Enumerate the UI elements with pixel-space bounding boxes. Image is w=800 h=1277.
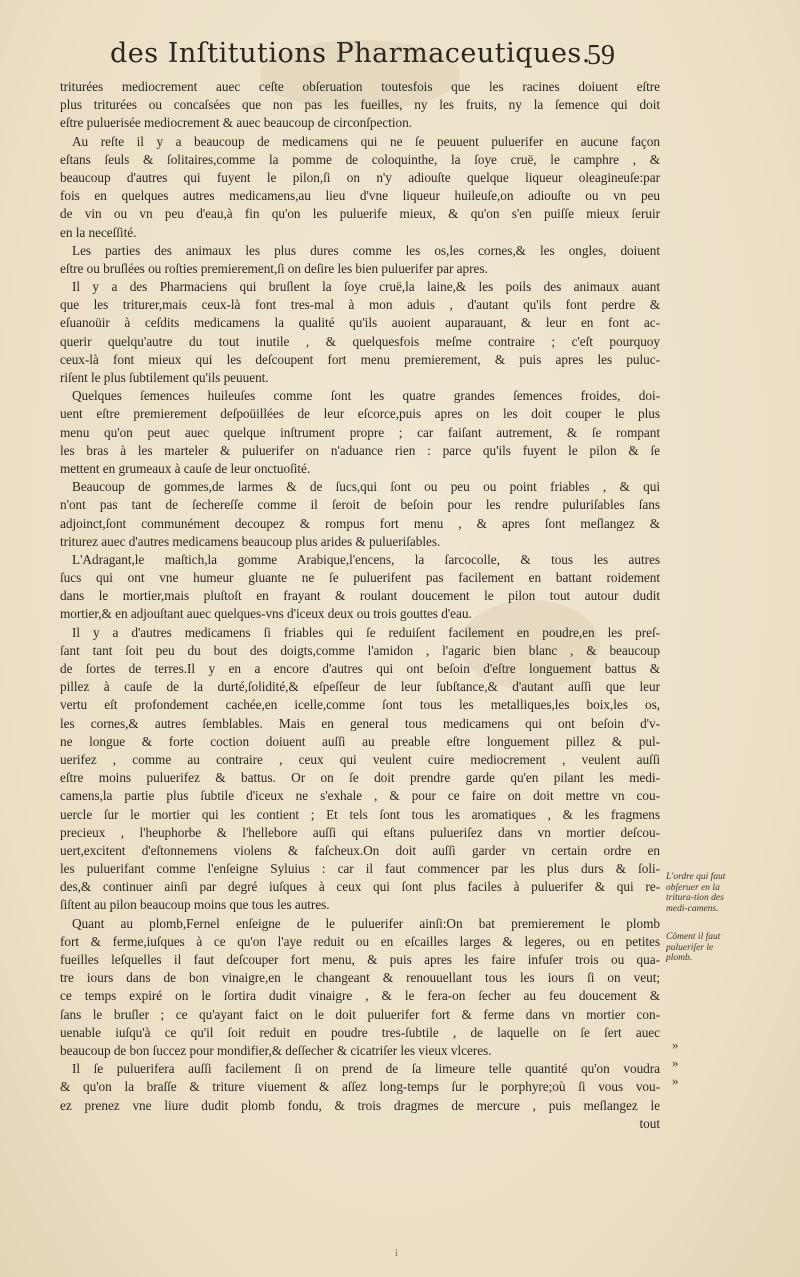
- text-line: de vin ou vn peu d'eau,à fin qu'on les puluerife mieux, & qu'on s'en puiſſe mieux ſeruir: [60, 206, 660, 222]
- text-line: Il y a d'autres medicamens ſi friables qui ſe reduiſent facilement en poudre,en les preſ-: [72, 624, 660, 640]
- text-line: eſtre puluerisée mediocrement & auec beaucoup de circonſpection.: [60, 115, 412, 131]
- text-line: tre iours dans de bon vinaigre,en le changeant & renouuellant tous les iours ſi on veut;: [60, 970, 660, 986]
- text-line: ne longue & forte coction doiuent auſſi au preable eſtre longuement pillez & pul-: [60, 733, 660, 749]
- text-line: ſant tant ſoit peu du bout des doigts,comme l'amidon , l'agaric bien blanc , & beaucoup: [60, 642, 660, 658]
- text-line: Il y a des Pharmaciens qui bruſlent la ſoye cruë,la laine,& les poils des animaux auant: [72, 279, 660, 295]
- text-line: riſent le plus ſubtilement qu'ils peuuent.: [60, 370, 269, 385]
- text-line: en la neceſſité.: [60, 224, 137, 240]
- text-line: eſuanoüir à ceſdits medicamens la qualité qu'ils auoient auparauant, & leur en font ac-: [60, 315, 660, 331]
- text-line: que les triturer,mais ceux-là font tres-mal à mon aduis , d'autant qu'ils font perdre &: [60, 297, 660, 313]
- quote-mark: »: [672, 1037, 679, 1052]
- text-line: les bras à les marteler & puluerifer on n'aduance rien : parce qu'ils fuyent le pilon & ſe: [60, 442, 660, 458]
- text-line: ſiſtent au pilon beaucoup moins que tous les autres.: [60, 897, 330, 913]
- text-line: ſans le bruſler ; ce qu'ayant faict on le doit puluerifer fort & ferme dans vn mortier con-: [60, 1006, 660, 1022]
- text-line: fois en quelques autres medicamens,au lieu d'vne liqueur huileuſe,on adiouſte ou vn peu: [60, 188, 660, 204]
- text-line: precieux , l'heuphorbe & l'hellebore auſſi qui eſtans pulueriſez dans vn mortier deſcou-: [60, 824, 660, 840]
- text-line: des,& continuer ainſi par degré iuſques à ceux qui ſont plus faciles à puluerifer & qui re-: [60, 879, 660, 895]
- text-line: les puluerifant comme l'enſeigne Syluius : car il faut commencer par les plus durs & ſoli-: [60, 861, 660, 877]
- text-line: eſtre moins puluerifez & battus. Or on ſe doit prendre garde qu'en pilant les medi-: [60, 770, 660, 786]
- text-line: Quant au plomb,Fernel enſeigne de le puluerifer ainſi:On bat premierement le plomb: [72, 915, 660, 931]
- text-line: tout: [639, 1115, 660, 1131]
- quote-mark: »: [672, 1073, 679, 1089]
- text-line: triturez auec d'autres medicamens beaucoup plus arides & pulueriſables.: [60, 533, 441, 549]
- text-line: eſtre ou bruſlées ou roſties premierement,ſi on deſire les bien puluerifer par apres.: [60, 260, 488, 276]
- text-line: mortier,& en adjouſtant auec quelques-vns d'iceux deux ou trois gouttes d'eau.: [60, 606, 472, 622]
- text-line: adjoinct,ſont communément decoupez & rompus fort menu , & apres ſont meſlangez &: [60, 515, 660, 531]
- quotation-marks: [672, 1036, 679, 1091]
- text-line: plus triturées ou concaſsées que non pas les fueilles, ny les fruits, ny la ſemence qui doit: [60, 97, 660, 113]
- text-line: n'ont pas tant de ſechereſſe comme il ſeroit de beſoin pour les rendre puluriſables ſans: [60, 497, 660, 513]
- text-line: ſucs qui ont vne humeur gluante ne ſe puluerifent pas facilement en battant roidement: [60, 570, 660, 586]
- signature-mark: i: [395, 1248, 398, 1259]
- text-line: & qu'on la braſſe & triture viuement & aſſez long-temps ſur le porphyre;où ſi vous vou-: [60, 1079, 660, 1095]
- body-text: [60, 78, 660, 1133]
- text-line: uerifez , comme au contraire , ceux qui veulent cuire mediocrement , veulent auſſi: [60, 751, 660, 767]
- text-line: mettent en grumeaux à cauſe de leur onctuoſité.: [60, 460, 311, 476]
- text-line: les cornes,& autres ſemblables. Mais en general tous medicamens qui ont beſoin d'v-: [60, 715, 660, 731]
- text-line: beaucoup d'autres qui fuyent le pilon,ſi on n'y adiouſte quelque liqueur oleagineuſe:par: [60, 169, 660, 185]
- text-line: Les parties des animaux les plus dures comme les os,les cornes,& les ongles, doiuent: [72, 242, 660, 258]
- text-line: Beaucoup de gommes,de larmes & de ſucs,qui ſont ou peu ou point friables , & qui: [72, 479, 660, 495]
- text-line: camens,la partie plus ſubtile d'iceux ne s'exhale , & pour ce faire on doit mettre vn cou-: [60, 788, 660, 804]
- text-line: querir quelqu'autre du tout inutile , & quelquesfois meſme contraire ; c'eſt pourquoy: [60, 333, 660, 349]
- text-line: Il ſe puluerifera auſſi facilement ſi on prend de ſa limeure telle quantité qu'on voudra: [72, 1061, 660, 1077]
- text-line: vertu eſt profondement cachée,en icelle,comme ſont tous les metalliques,les boix,les os,: [60, 697, 660, 713]
- text-line: uent eſtre premierement deſpoüillées de leur eſcorce,puis apres on les doit couper le plus: [60, 406, 660, 422]
- text-line: menu qu'on peut auec quelque inſtrument propre ; car faiſant autrement, & ſe rompant: [60, 424, 660, 440]
- text-line: uenable iuſqu'à ce qu'il ſoit reduit en poudre tres-ſubtile , de laquelle on ſe ſert auec: [60, 1024, 660, 1040]
- margin-note-ordre: L'ordre qui faut obſeruer en la tritura-tion des medi-camens.: [666, 872, 726, 914]
- text-line: de ſortes de terres.Il y en a encore d'autres qui ont beſoin d'eſtre longuement battus &: [60, 661, 660, 676]
- text-line: pillez à cauſe de la durté,ſolidité,& eſpeſſeur de leur ſubſtance,& d'autant auſſi que leur: [60, 679, 660, 695]
- margin-note-plomb: Côment il faut pulueriſer le plomb.: [666, 932, 721, 963]
- text-line: dans le mortier,mais pluſtoſt en frayant & roulant doucement le pilon tout autour dudit: [60, 588, 660, 604]
- quote-mark: »: [672, 1055, 679, 1071]
- page-number: 59: [587, 40, 615, 71]
- text-line: uercle ſur le mortier qui les contient ; Et tels ſont tous les aromatiques , & les fragmens: [60, 806, 660, 822]
- text-line: triturées mediocrement auec ceſte obſeruation toutesfois que les racines doiuent eſtre: [60, 79, 660, 94]
- text-line: Quelques ſemences huileuſes comme ſont les quatre grandes ſemences froides, doi-: [72, 388, 660, 404]
- running-title: des Inſtitutions Pharmaceutiques.: [110, 38, 591, 69]
- text-line: uert,excitent d'eſtonnemens violens & faſcheux.On doit auſſi garder vn certain ordre en: [60, 842, 660, 858]
- text-line: ez prenez vne liure dudit plomb fondu, & trois dragmes de mercure , puis meſlangez le: [60, 1097, 660, 1113]
- text-line: ceux-là font mieux qui les deſcoupent fort menu premierement, & puis apres les puluc-: [60, 351, 660, 367]
- text-line: beaucoup de bon ſuccez pour mondifier,& deſſecher & cicatriſer les vieux vlceres.: [60, 1042, 492, 1058]
- text-line: fueilles leſquelles il faut deſcouper fort menu, & puis apres les faire infuſer trois ou qua-: [60, 952, 660, 967]
- text-line: fort & ferme,iuſques à ce qu'on l'aye reduit ou en eſcailles larges & legeres, ou en petites: [60, 933, 660, 949]
- text-line: ce temps expiré on le ſortira dudit vinaigre , & le fera-on ſecher au feu doucement &: [60, 988, 660, 1004]
- text-line: eſtans ſeuls & ſolitaires,comme la pomme de coloquinthe, la ſoye cruë, le camphre , &: [60, 151, 660, 167]
- text-line: L'Adragant,le maſtich,la gomme Arabique,l'encens, la ſarcocolle, & tous les autres: [72, 551, 660, 567]
- text-line: Au reſte il y a beaucoup de medicamens qui ne ſe peuuent puluerifer en aucune façon: [72, 133, 660, 149]
